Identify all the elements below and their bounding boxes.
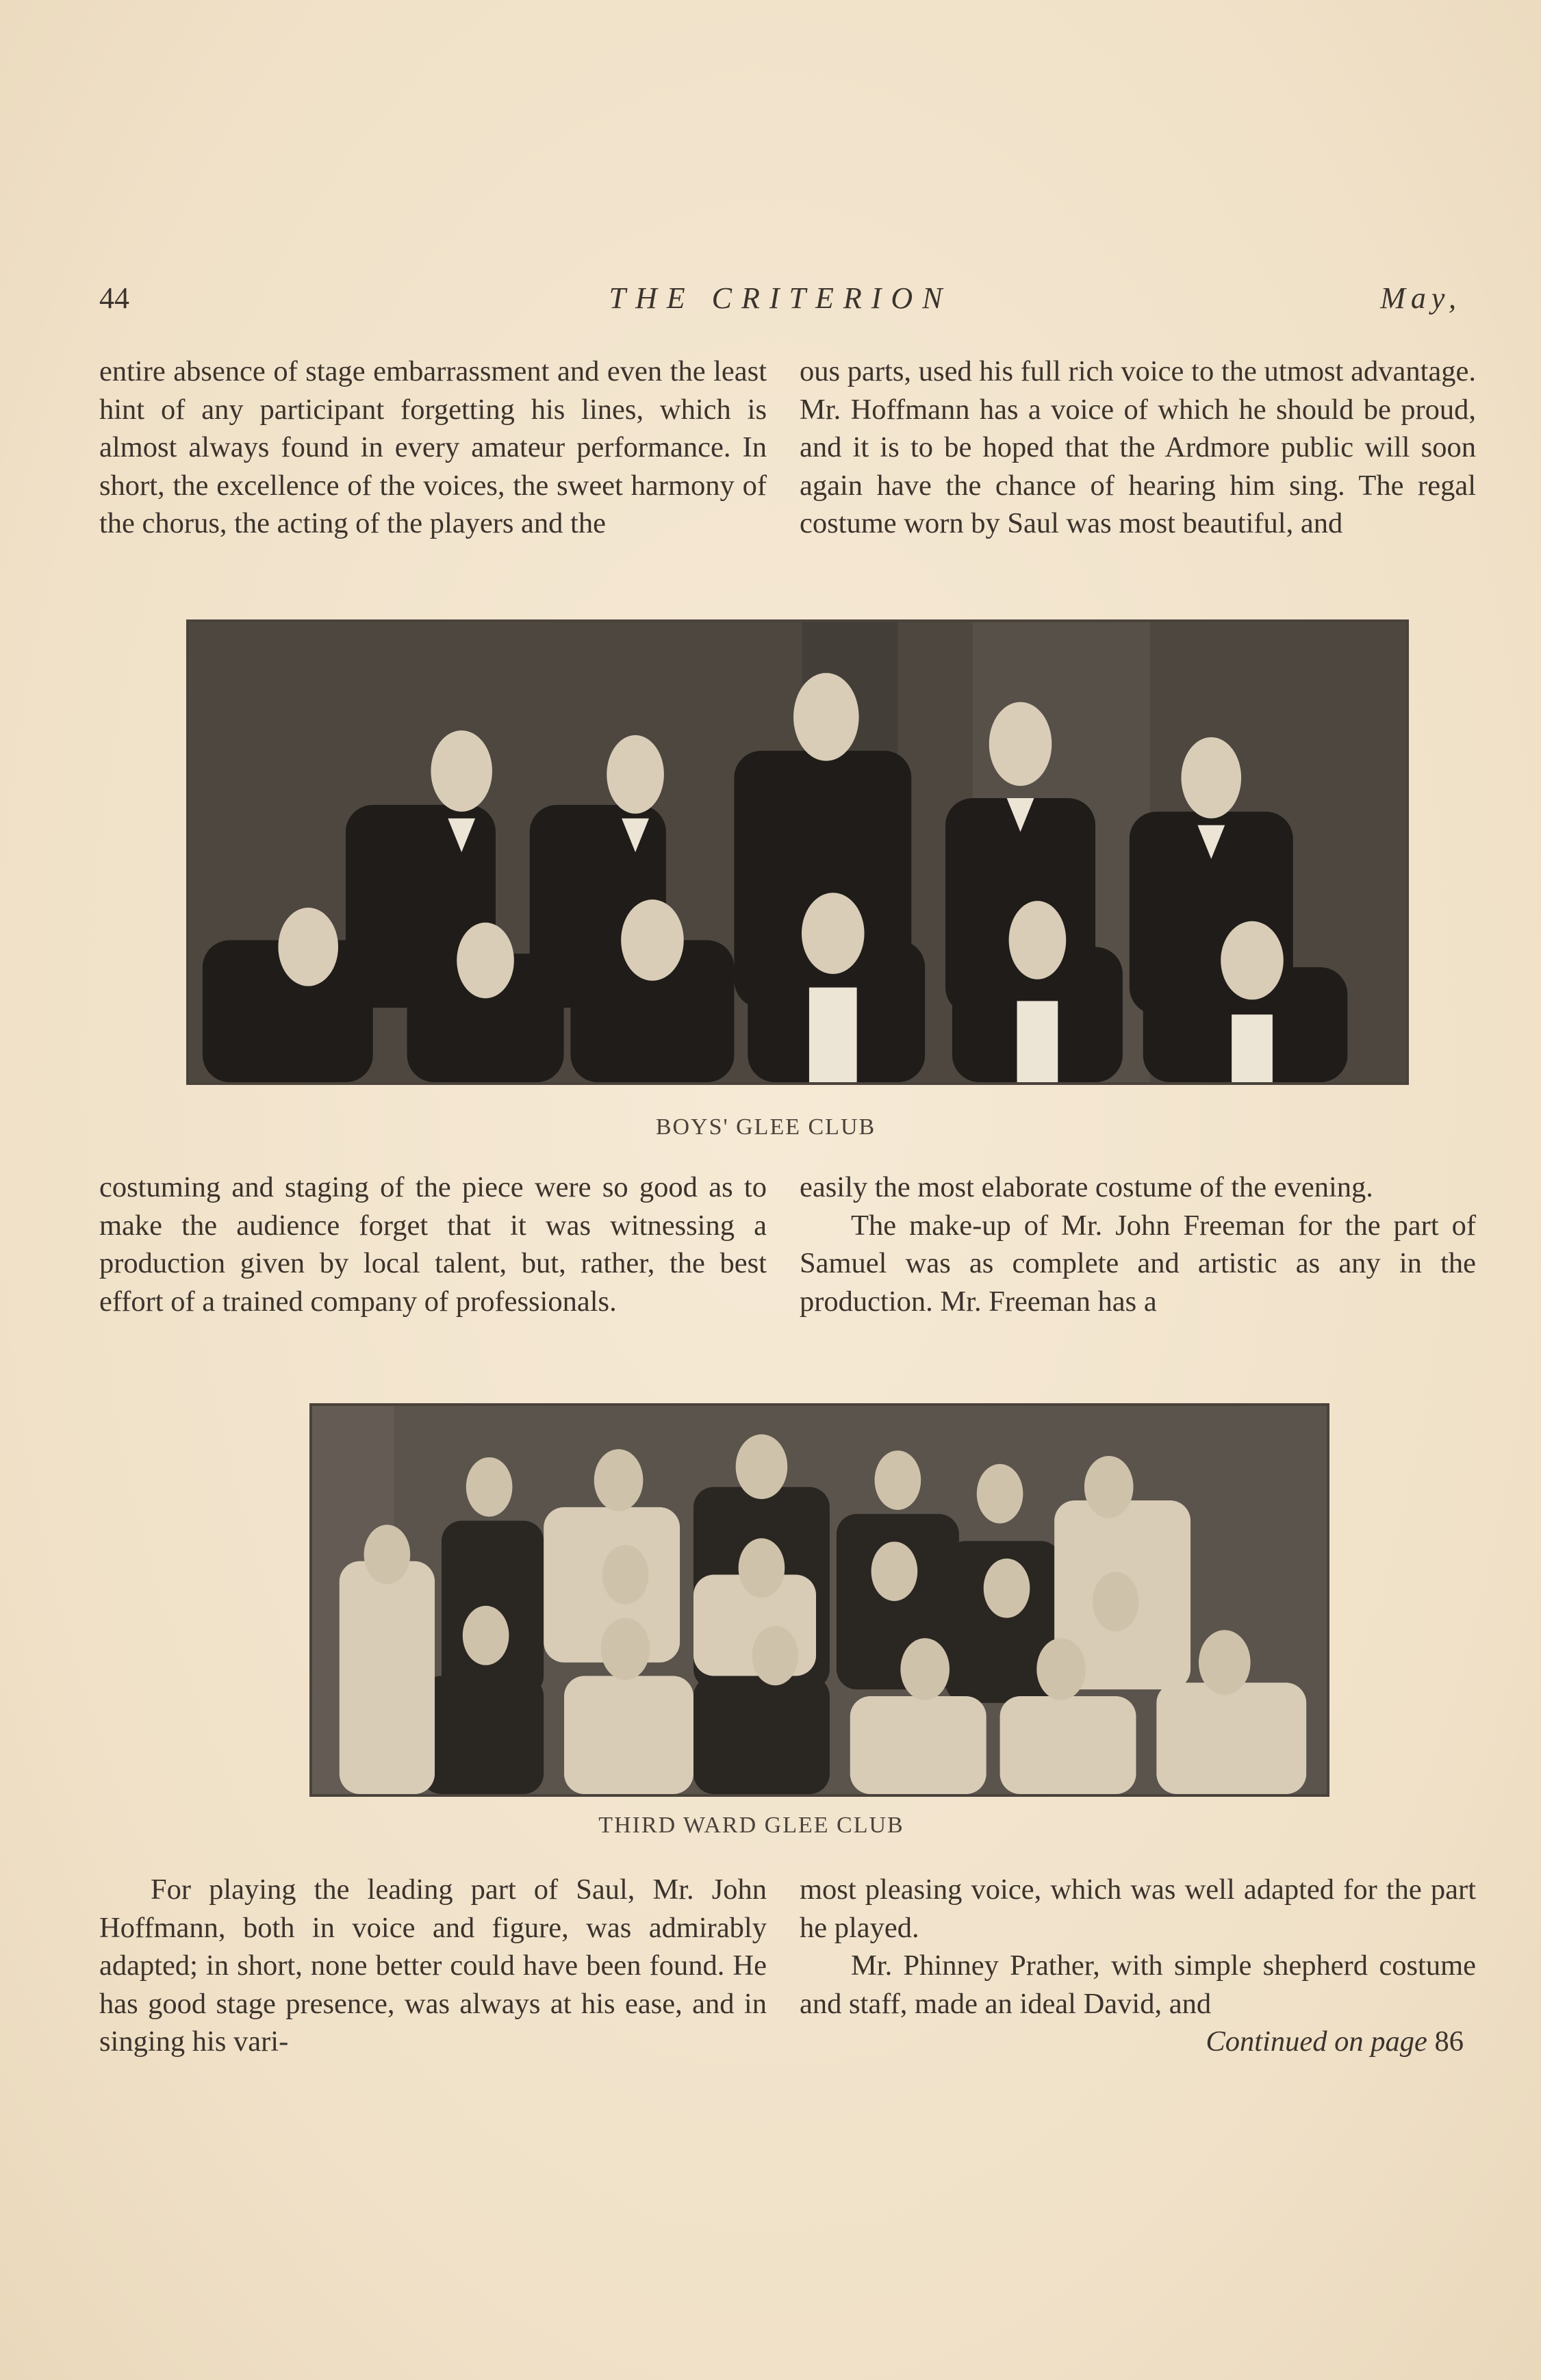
paragraph: costuming and staging of the piece were so good as to make the audience forget that it was witnessing a production given by local talent, but, rather, the best effort of a trained company of professionals. (99, 1171, 767, 1318)
column-left-middle (99, 1168, 767, 1320)
paragraph: ous parts, used his full rich voice to the utmost advantage. Mr. Hoffmann has a voice of which he should be proud, and it is to be hoped that the Ardmore public will soon again have the chance of hearing him sing. The regal costume worn by Saul was most beautiful, and (800, 355, 1476, 539)
continued-notice (800, 2023, 1476, 2061)
boys-glee-club-photo (186, 619, 1409, 1085)
paragraph: Mr. Phinney Prather, with simple shepherd costume and staff, made an ideal David, and (800, 1949, 1476, 2020)
group-photo-image (312, 1406, 1327, 1794)
issue-month: May, (1380, 281, 1462, 315)
group-photo-image (189, 622, 1406, 1082)
column-right-top (800, 353, 1476, 543)
paragraph: The make-up of Mr. John Freeman for the part of Samuel was as complete and artistic as any in the production. Mr. Freeman has a (800, 1209, 1476, 1318)
paragraph: easily the most elaborate costume of the evening. (800, 1171, 1373, 1203)
photo-caption-boys: BOYS' GLEE CLUB (655, 1114, 876, 1140)
continued-page-number: 86 (1434, 2025, 1464, 2058)
column-left-top (99, 353, 767, 543)
column-right-bottom (800, 1871, 1476, 2061)
paragraph: For playing the leading part of Saul, Mr. John Hoffmann, both in voice and figure, was admirably adapted; in short, none better could have been found. He has good stage presence, was always at his ease, and in singing his vari- (99, 1873, 767, 2058)
column-left-bottom (99, 1871, 767, 2061)
paragraph: most pleasing voice, which was well adapted for the part he played. (800, 1873, 1476, 1944)
column-right-middle (800, 1168, 1476, 1320)
running-header (99, 281, 1462, 322)
continued-text: Continued on page (1206, 2025, 1427, 2058)
third-ward-glee-club-photo (309, 1403, 1329, 1797)
magazine-title: THE CRITERION (609, 281, 952, 315)
page-number: 44 (99, 281, 129, 315)
paragraph: entire absence of stage embarrassment and even the least hint of any participant forgetting his lines, which is almost always found in every amateur performance. In short, the excellence of the voices, the sweet harmony of the chorus, the acting of the players and the (99, 355, 767, 539)
photo-caption-third-ward: THIRD WARD GLEE CLUB (598, 1813, 904, 1838)
